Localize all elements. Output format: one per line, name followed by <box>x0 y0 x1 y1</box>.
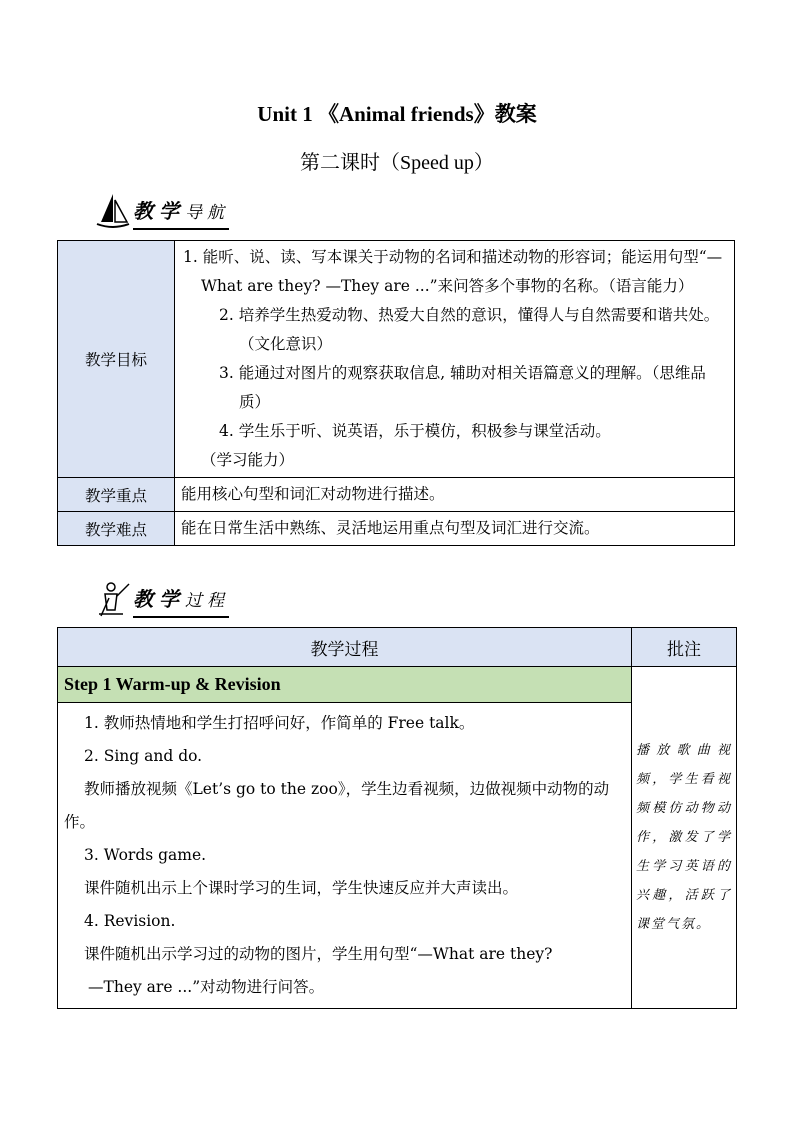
process-line: 3. Words game. <box>84 846 207 864</box>
section-process-bold: 教学 <box>133 587 185 611</box>
process-header-row <box>58 628 737 667</box>
section-header-nav-text <box>133 200 229 230</box>
process-line: 2. Sing and do. <box>84 747 203 765</box>
process-line: 课件随机出示上个课时学习的生词，学生快速反应并大声读出。 <box>84 879 519 897</box>
section-process-light: 过程 <box>185 591 229 611</box>
difficult-points-text: 能在日常生活中熟练、灵活地运用重点句型及词汇进行交流。 <box>175 512 735 546</box>
section-header-nav <box>95 190 229 230</box>
key-points-row <box>58 478 735 512</box>
difficult-points-label: 教学难点 <box>58 512 175 546</box>
goal-item: 1. 能听、说、读、写本课关于动物的名词和描述动物的形容词；能运用句型“—What are they? —They are ...”来问答多个事物的名称。（语言能力） <box>183 248 723 295</box>
notes-column-header: 批注 <box>632 628 737 667</box>
goal-item: 3. 能通过对图片的观察获取信息, 辅助对相关语篇意义的理解。（思维品质） <box>219 364 706 411</box>
document-subtitle: 第二课时（Speed up） <box>300 152 494 174</box>
key-points-label: 教学重点 <box>58 478 175 512</box>
goals-label: 教学目标 <box>58 241 175 478</box>
section-header-process-text <box>133 588 229 618</box>
process-line: 1. 教师热情地和学生打招呼问好，作简单的 Free talk。 <box>84 714 475 732</box>
goal-item: （学习能力） <box>201 451 295 469</box>
process-line: 教师播放视频《Let’s go to the zoo》，学生边看视频，边做视频中动物的动作。 <box>64 780 610 831</box>
step1-title: Step 1 Warm-up & Revision <box>58 667 632 703</box>
process-line: —They are ...”对动物进行问答。 <box>88 978 325 996</box>
step1-body <box>58 703 632 1009</box>
goal-item: 2. 培养学生热爱动物、热爱大自然的意识，懂得人与自然需要和谐共处。（文化意识） <box>219 306 720 353</box>
process-line: 4. Revision. <box>84 912 176 930</box>
overview-table <box>57 240 735 546</box>
section-nav-bold: 教学 <box>133 199 185 223</box>
step1-title-row <box>58 667 737 703</box>
section-header-process <box>95 578 229 618</box>
step1-note: 播放歌曲视频，学生看视频模仿动物动作，激发了学生学习英语的兴趣，活跃了课堂气氛。 <box>632 667 737 1009</box>
teacher-pointer-icon <box>95 580 131 618</box>
document-title: Unit 1 《Animal friends》教案 <box>257 102 537 126</box>
process-table <box>57 627 737 1009</box>
key-points-text: 能用核心句型和词汇对动物进行描述。 <box>175 478 735 512</box>
difficult-points-row <box>58 512 735 546</box>
goals-content <box>175 241 735 478</box>
sailboat-icon <box>95 192 131 230</box>
process-column-header: 教学过程 <box>58 628 632 667</box>
goal-item: 4. 学生乐于听、说英语，乐于模仿，积极参与课堂活动。 <box>219 422 611 440</box>
goals-row <box>58 241 735 478</box>
process-line: 课件随机出示学习过的动物的图片，学生用句型“—What are they? <box>84 945 553 963</box>
section-nav-light: 导航 <box>185 203 229 223</box>
